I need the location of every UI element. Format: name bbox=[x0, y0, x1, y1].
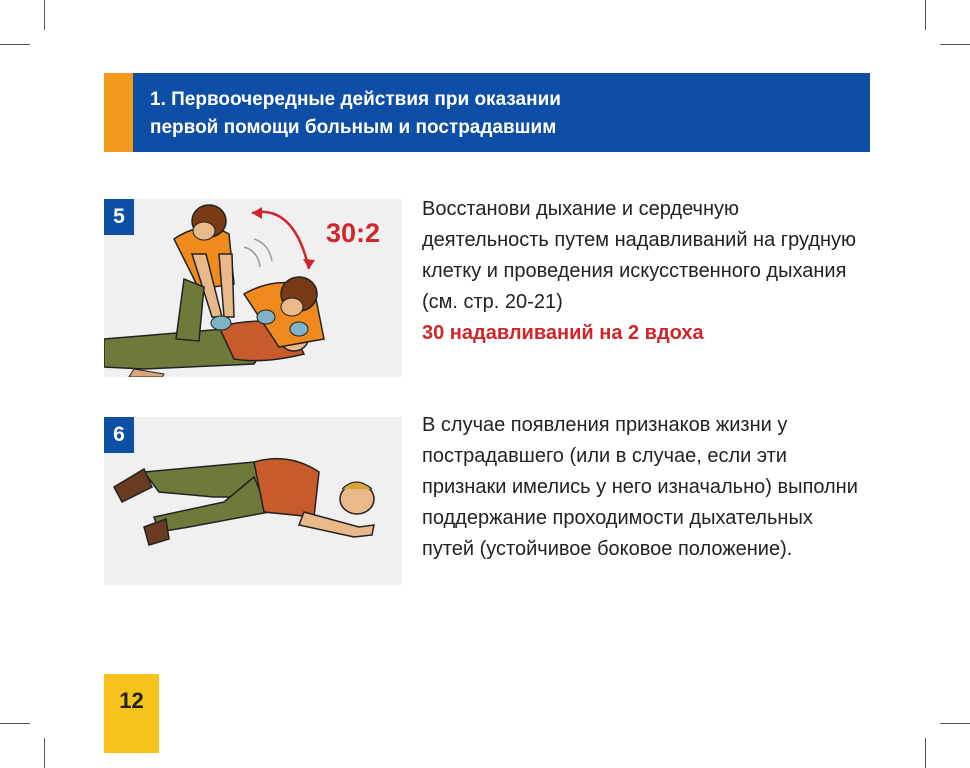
crop-mark-top-right-v bbox=[925, 0, 926, 30]
step-5-instruction: Восстанови дыхание и сердечную деятельность путем надавливаний на грудную клетку и проведения искусственного дыхания (см. стр. 20-21) bbox=[422, 198, 857, 313]
step-5-emphasis: 30 надавливаний на 2 вдоха bbox=[422, 322, 704, 344]
step-badge-6: 6 bbox=[104, 417, 134, 453]
crop-mark-bottom-left-v bbox=[44, 738, 45, 768]
crop-mark-bottom-left-h bbox=[0, 723, 30, 724]
crop-mark-bottom-right-h bbox=[940, 723, 970, 724]
recovery-position-illustration bbox=[104, 417, 402, 585]
step-badge-5: 5 bbox=[104, 199, 134, 235]
section-header-accent bbox=[104, 73, 133, 152]
step-6-text: В случае появления признаков жизни у пострадавшего (или в случае, если эти признаки имелись у него изначально) выполни поддержание проходимости дыхательных путей (устойчивое боковое положение). bbox=[422, 414, 858, 560]
crop-mark-top-left-h bbox=[0, 44, 30, 45]
crop-mark-bottom-right-v bbox=[925, 738, 926, 768]
step-5-text bbox=[422, 194, 862, 349]
compression-ratio-label: 30:2 bbox=[326, 218, 381, 248]
page-number: 12 bbox=[119, 688, 144, 713]
crop-mark-top-right-h bbox=[940, 44, 970, 45]
crop-mark-top-left-v bbox=[44, 0, 45, 30]
section-title: 1. Первоочередные действия при оказании первой помощи больным и пострадавшим bbox=[150, 89, 561, 138]
recovery-position-graphic bbox=[104, 417, 402, 585]
page-number-box bbox=[104, 674, 159, 753]
